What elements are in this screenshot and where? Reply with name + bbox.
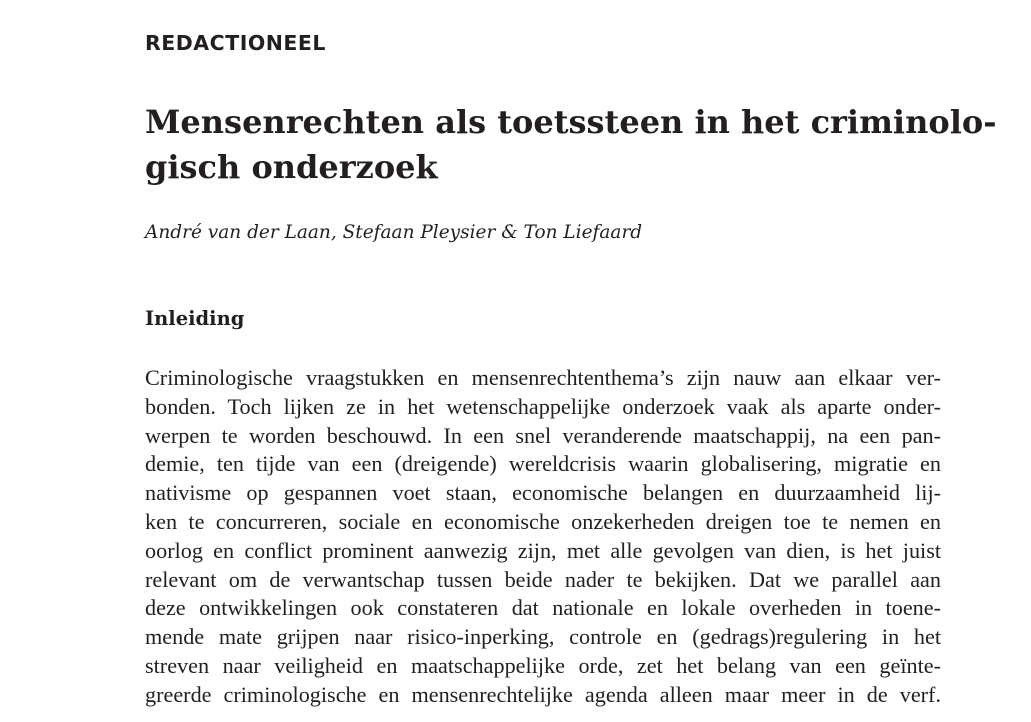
paragraph-line: streven naar veiligheid en maatschappelijke orde, zet het belang van een geïnte- — [145, 652, 941, 678]
paragraph-line: greerde criminologische en mensenrechtelijke agenda alleen maar meer in de verf. — [145, 681, 941, 707]
paragraph-line: Criminologische vraagstukken en mensenrechtenthema’s zijn nauw aan elkaar ver- — [145, 365, 941, 390]
body-paragraph — [145, 364, 945, 710]
paragraph-line: relevant om de verwantschap tussen beide nader te bekijken. Dat we parallel aan — [145, 566, 941, 592]
title-line: Mensenrechten als toetssteen in het criminolo- — [145, 103, 997, 141]
article-title — [145, 100, 997, 190]
paragraph-line: demie, ten tijde van een (dreigende) wereldcrisis waarin globalisering, migratie en — [145, 451, 941, 477]
paragraph-line: ken te concurreren, sociale en economische onzekerheden dreigen toe te nemen en — [145, 508, 941, 534]
paragraph-line: bonden. Toch lijken ze in het wetenschappelijke onderzoek vaak als aparte onder- — [145, 393, 941, 419]
section-heading: Inleiding — [145, 307, 245, 330]
paragraph-line: deze ontwikkelingen ook constateren dat nationale en lokale overheden in toene- — [145, 595, 941, 621]
article-authors: André van der Laan, Stefaan Pleysier & Ton Liefaard — [145, 222, 643, 243]
paragraph-line: nativisme op gespannen voet staan, economische belangen en duurzaamheid lij- — [145, 480, 941, 506]
paragraph-line: oorlog en conflict prominent aanwezig zijn, met alle gevolgen van dien, is het juist — [145, 537, 941, 563]
section-label: REDACTIONEEL — [145, 31, 326, 55]
paragraph-line: werpen te worden beschouwd. In een snel veranderende maatschappij, na een pan- — [145, 422, 941, 448]
paragraph-line: mende mate grijpen naar risico-inperking, controle en (gedrags)regulering in het — [145, 624, 941, 650]
title-line: gisch onderzoek — [145, 148, 438, 186]
